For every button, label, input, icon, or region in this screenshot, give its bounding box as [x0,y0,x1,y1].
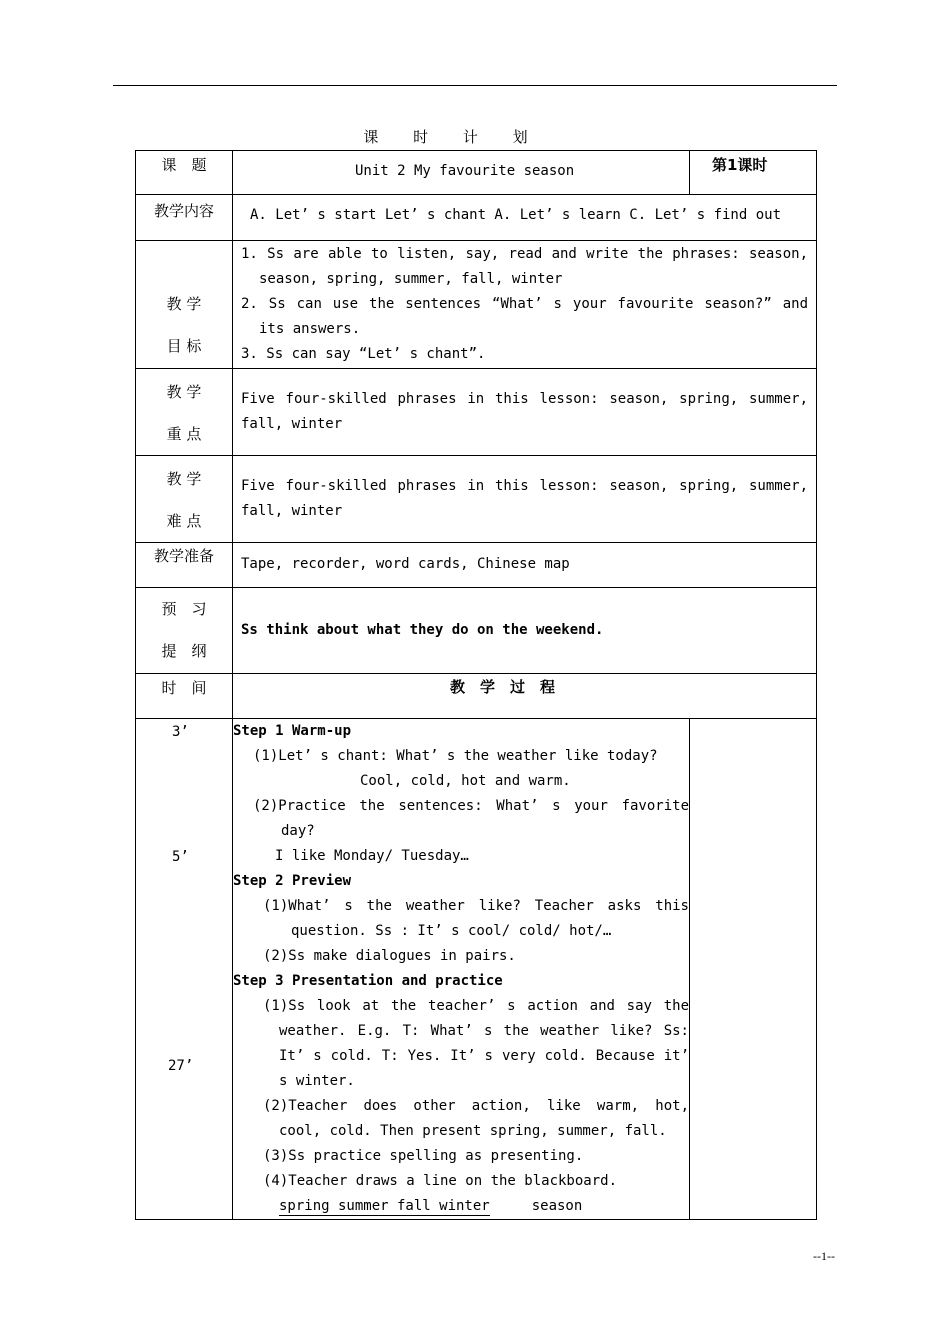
step-3-line-1: (1)Ss look at the teacher’ s action and say the weather. E.g. T: What’ s the weather like? Ss: It’ s cold. T: Yes. It’ s very cold. Because it’ s winter. [263,998,689,1089]
objective-item: 3. Ss can say “Let’ s chant”. [241,346,486,362]
topic-row [136,151,817,195]
content-label: 教学内容 [136,195,233,241]
key-points-label-line2: 重 点 [166,425,202,443]
objectives-row [136,241,817,369]
time-column [136,719,233,1220]
page-number: --1-- [813,1249,835,1263]
time-step-2: 5’ [172,849,189,865]
step-3-line-3: (3)Ss practice spelling as presenting. [263,1148,584,1164]
preview-row [136,588,817,674]
objectives-label [136,241,233,369]
difficulties-value: Five four-skilled phrases in this lesson: season, spring, summer, fall, winter [233,456,817,543]
step-3-line-4: (4)Teacher draws a line on the blackboard. [263,1173,618,1189]
objective-item: 1. Ss are able to listen, say, read and write the phrases: season, season, spring, summer, fall, winter [241,246,808,287]
time-header: 时 间 [136,674,233,719]
period-label: 第1课时 [690,151,817,195]
lesson-plan-table [135,150,817,1220]
preview-label [136,588,233,674]
step-2-line-2: (2)Ss make dialogues in pairs. [263,948,516,964]
header-rule [113,85,837,86]
time-step-1: 3’ [172,724,189,740]
preparation-row [136,543,817,588]
objective-item: 2. Ss can use the sentences “What’ s your favourite season?” and its answers. [241,296,808,337]
objectives-label-line1: 教 学 [166,295,202,313]
content-row [136,195,817,241]
step-1-line-2: Cool, cold, hot and warm. [360,773,571,789]
notes-column [690,719,817,1220]
time-step-3: 27’ [168,1058,194,1074]
step-3-title: Step 3 Presentation and practice [233,973,503,989]
step-2-line-1: (1)What’ s the weather like? Teacher asks this question. Ss : It’ s cool/ cold/ hot/… [263,898,689,939]
seasons-underlined: spring summer fall winter [279,1198,490,1214]
preview-label-line1: 预 习 [161,600,207,618]
difficulties-label-line1: 教 学 [166,470,202,488]
difficulties-label [136,456,233,543]
preparation-label: 教学准备 [136,543,233,588]
process-row [136,719,817,1220]
content-value: A. Let’ s start Let’ s chant A. Let’ s learn C. Let’ s find out [233,195,817,241]
process-header: 教 学 过 程 [233,674,817,719]
objectives-list [233,241,817,369]
step-3-line-2: (2)Teacher does other action, like warm, hot, cool, cold. Then present spring, summer, fall. [263,1098,689,1139]
step-1-line-1: (1)Let’ s chant: What’ s the weather like today? [253,748,658,764]
topic-label: 课 题 [136,151,233,195]
step-1-line-4: I like Monday/ Tuesday… [275,848,469,864]
step-3-line-5 [233,1194,689,1219]
topic-value: Unit 2 My favourite season [233,151,690,195]
process-steps [233,719,690,1220]
objectives-label-line2: 目 标 [166,337,202,355]
preparation-value: Tape, recorder, word cards, Chinese map [233,543,817,588]
key-points-row [136,369,817,456]
key-points-label [136,369,233,456]
step-2-title: Step 2 Preview [233,873,352,889]
preview-value: Ss think about what they do on the weekend. [233,588,817,674]
step-1-title: Step 1 Warm-up [233,723,352,739]
difficulties-row [136,456,817,543]
key-points-label-line1: 教 学 [166,383,202,401]
preview-label-line2: 提 纲 [161,642,207,660]
difficulties-label-line2: 难 点 [166,512,202,530]
season-word: season [531,1198,583,1214]
key-points-value: Five four-skilled phrases in this lesson: season, spring, summer, fall, winter [233,369,817,456]
document-title: 课 时 计 划 [363,128,543,146]
process-header-row [136,674,817,719]
step-1-line-3: (2)Practice the sentences: What’ s your favorite day? [253,798,689,839]
